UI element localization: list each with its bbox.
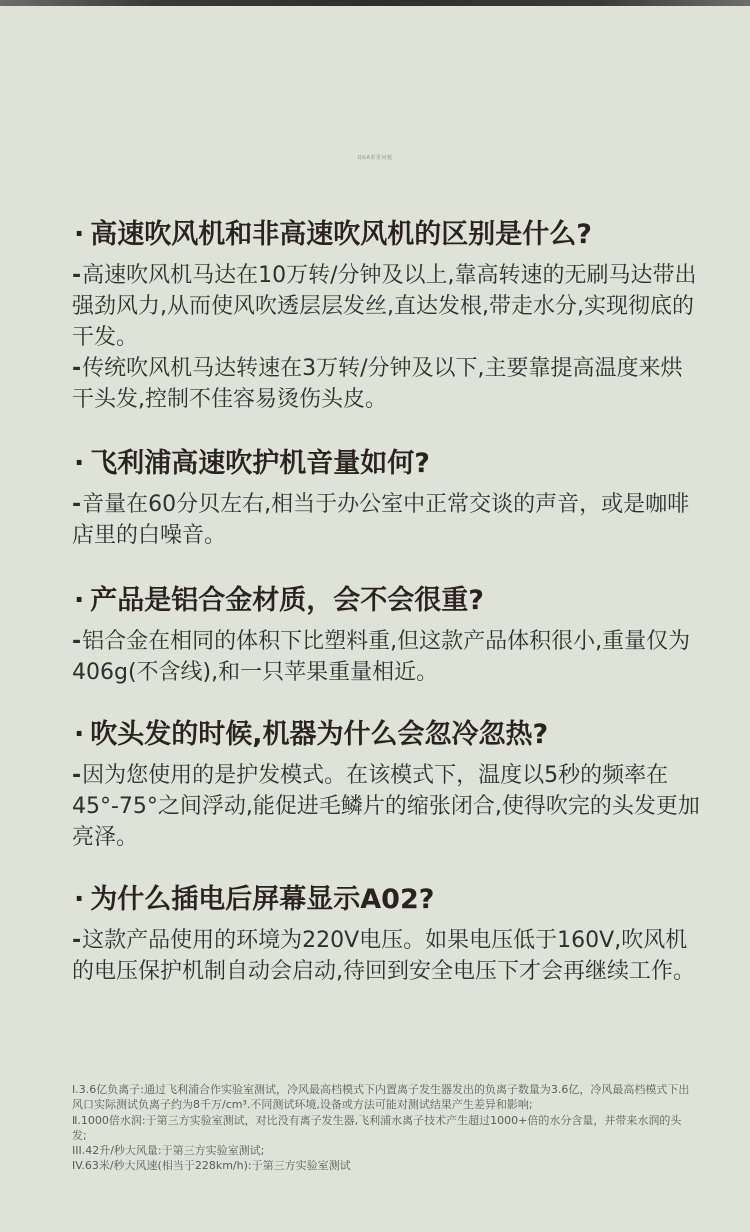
dash-marker: - bbox=[72, 356, 82, 381]
top-dark-strip bbox=[0, 0, 750, 6]
dash-marker: - bbox=[72, 492, 82, 517]
footnote: IV.63米/秒大风速(相当于228km/h):于第三方实验室测试 bbox=[72, 1159, 351, 1173]
footnotes bbox=[72, 1082, 692, 1174]
answer-paragraph bbox=[72, 760, 702, 853]
answer-block bbox=[72, 489, 702, 551]
question-text: 产品是铝合金材质，会不会很重? bbox=[90, 585, 484, 616]
dash-marker: - bbox=[72, 928, 82, 953]
answer-block bbox=[72, 626, 702, 688]
question-text: 吹头发的时候,机器为什么会忽冷忽热? bbox=[90, 719, 549, 750]
answer-paragraph bbox=[72, 260, 702, 353]
answer-text: 音量在60分贝左右,相当于办公室中正常交谈的声音，或是咖啡店里的白噪音。 bbox=[72, 492, 690, 548]
answer-paragraph bbox=[72, 925, 702, 987]
question-text: 高速吹风机和非高速吹风机的区别是什么? bbox=[90, 219, 592, 250]
qa-item bbox=[72, 216, 702, 415]
section-tag: Q&A常见问题 bbox=[357, 155, 393, 161]
answer-paragraph bbox=[72, 489, 702, 551]
footnote: Ⅱ.1000倍水润:于第三方实验室测试，对比没有离子发生器,飞利浦水离子技术产生超过1000+倍的水分含量，并带来水润的头发; bbox=[72, 1113, 682, 1142]
answer-paragraph bbox=[72, 626, 702, 688]
answer-text: 铝合金在相同的体积下比塑料重,但这款产品体积很小,重量仅为406g(不含线),和一只苹果重量相近。 bbox=[72, 629, 691, 685]
dash-marker: - bbox=[72, 629, 82, 654]
question-text: 飞利浦高速吹护机音量如何? bbox=[90, 448, 430, 479]
answer-block bbox=[72, 760, 702, 853]
qa-item bbox=[72, 716, 702, 853]
question-heading bbox=[72, 881, 702, 919]
question-heading bbox=[72, 716, 702, 754]
qa-item bbox=[72, 582, 702, 688]
question-heading bbox=[72, 582, 702, 620]
answer-block bbox=[72, 260, 702, 415]
answer-block bbox=[72, 925, 702, 987]
bullet-dot-icon: · bbox=[74, 719, 85, 750]
bullet-dot-icon: · bbox=[74, 585, 85, 616]
answer-text: 高速吹风机马达在10万转/分钟及以上,靠高转速的无刷马达带出强劲风力,从而使风吹透层层发丝,直达发根,带走水分,实现彻底的干发。 bbox=[72, 263, 697, 350]
answer-text: 传统吹风机马达转速在3万转/分钟及以下,主要靠提高温度来烘干头发,控制不佳容易烫伤头皮。 bbox=[72, 356, 683, 412]
footnote: Ⅰ.3.6亿负离子:通过飞利浦合作实验室测试，冷风最高档模式下内置离子发生器发出的负离子数量为3.6亿，冷风最高档模式下出风口实际测试负离子约为8千万/cm³.不同测试环境,设备或方法可能对测试结果产生差异和影响; bbox=[72, 1083, 690, 1112]
bullet-dot-icon: · bbox=[74, 448, 85, 479]
question-text: 为什么插电后屏幕显示A02? bbox=[90, 884, 435, 915]
bullet-dot-icon: · bbox=[74, 219, 85, 250]
qa-item bbox=[72, 445, 702, 551]
question-heading bbox=[72, 445, 702, 483]
dash-marker: - bbox=[72, 763, 82, 788]
question-heading bbox=[72, 216, 702, 254]
footnote: III.42升/秒大风量:于第三方实验室测试; bbox=[72, 1144, 265, 1158]
bullet-dot-icon: · bbox=[74, 884, 85, 915]
answer-text: 因为您使用的是护发模式。在该模式下，温度以5秒的频率在45°-75°之间浮动,能促进毛鳞片的缩张闭合,使得吹完的头发更加亮泽。 bbox=[72, 763, 700, 850]
dash-marker: - bbox=[72, 263, 82, 288]
answer-paragraph bbox=[72, 353, 702, 415]
answer-text: 这款产品使用的环境为220V电压。如果电压低于160V,吹风机的电压保护机制自动会启动,待回到安全电压下才会再继续工作。 bbox=[72, 928, 695, 984]
qa-item bbox=[72, 881, 702, 987]
